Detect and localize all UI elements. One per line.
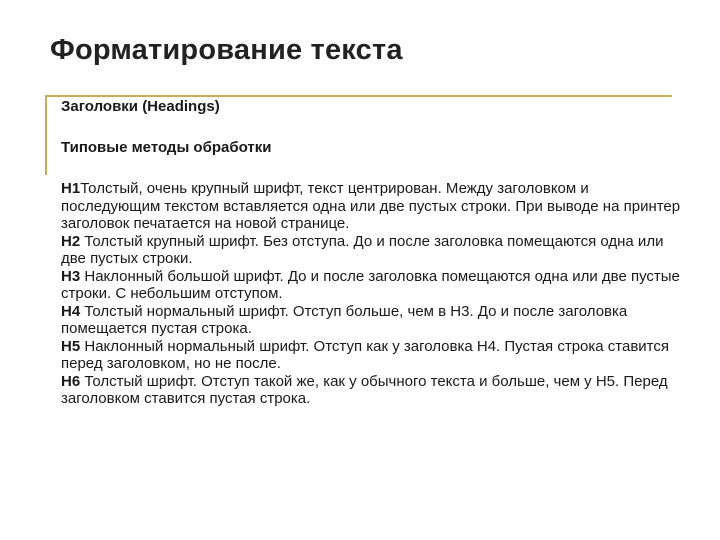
heading-tag: H6 xyxy=(61,372,81,390)
heading-description: Наклонный большой шрифт. До и после заголовка помещаются одна или две пустые строки. С небольшим отступом. xyxy=(61,267,680,302)
slide-title: Форматирование текста xyxy=(50,34,403,66)
accent-horizontal-line xyxy=(45,95,672,97)
subheading-methods: Типовые методы обработки xyxy=(61,139,272,156)
heading-item-h6 xyxy=(61,373,691,408)
heading-item-h2 xyxy=(61,233,691,268)
accent-vertical-line xyxy=(45,95,47,175)
heading-tag: H4 xyxy=(61,302,81,320)
heading-item-h4 xyxy=(61,303,691,338)
heading-description: Толстый нормальный шрифт. Отступ больше, чем в H3. До и после заголовка помещается пустая строка. xyxy=(61,302,628,337)
heading-description: Толстый, очень крупный шрифт, текст центрирован. Между заголовком и последующим текстом вставляется одна или две пустых строки. При выводе на принтер заголовок печатается на новой странице. xyxy=(61,180,681,232)
heading-tag: H1 xyxy=(61,180,81,197)
heading-description: Толстый шрифт. Отступ такой же, как у обычного текста и больше, чем у H5. Перед заголовком ставится пустая строка. xyxy=(61,372,668,407)
heading-description: Наклонный нормальный шрифт. Отступ как у заголовка H4. Пустая строка ставится перед заголовком, но не после. xyxy=(61,337,669,372)
heading-tag: H5 xyxy=(61,337,81,355)
heading-item-h3 xyxy=(61,268,691,303)
heading-tag: H2 xyxy=(61,232,81,250)
heading-item-h1 xyxy=(61,180,691,233)
heading-item-h5 xyxy=(61,338,691,373)
subheading-headings: Заголовки (Headings) xyxy=(61,98,220,115)
heading-descriptions xyxy=(61,180,691,408)
heading-tag: H3 xyxy=(61,267,81,285)
heading-description: Толстый крупный шрифт. Без отступа. До и после заголовка помещаются одна или две пустых строки. xyxy=(61,232,664,267)
